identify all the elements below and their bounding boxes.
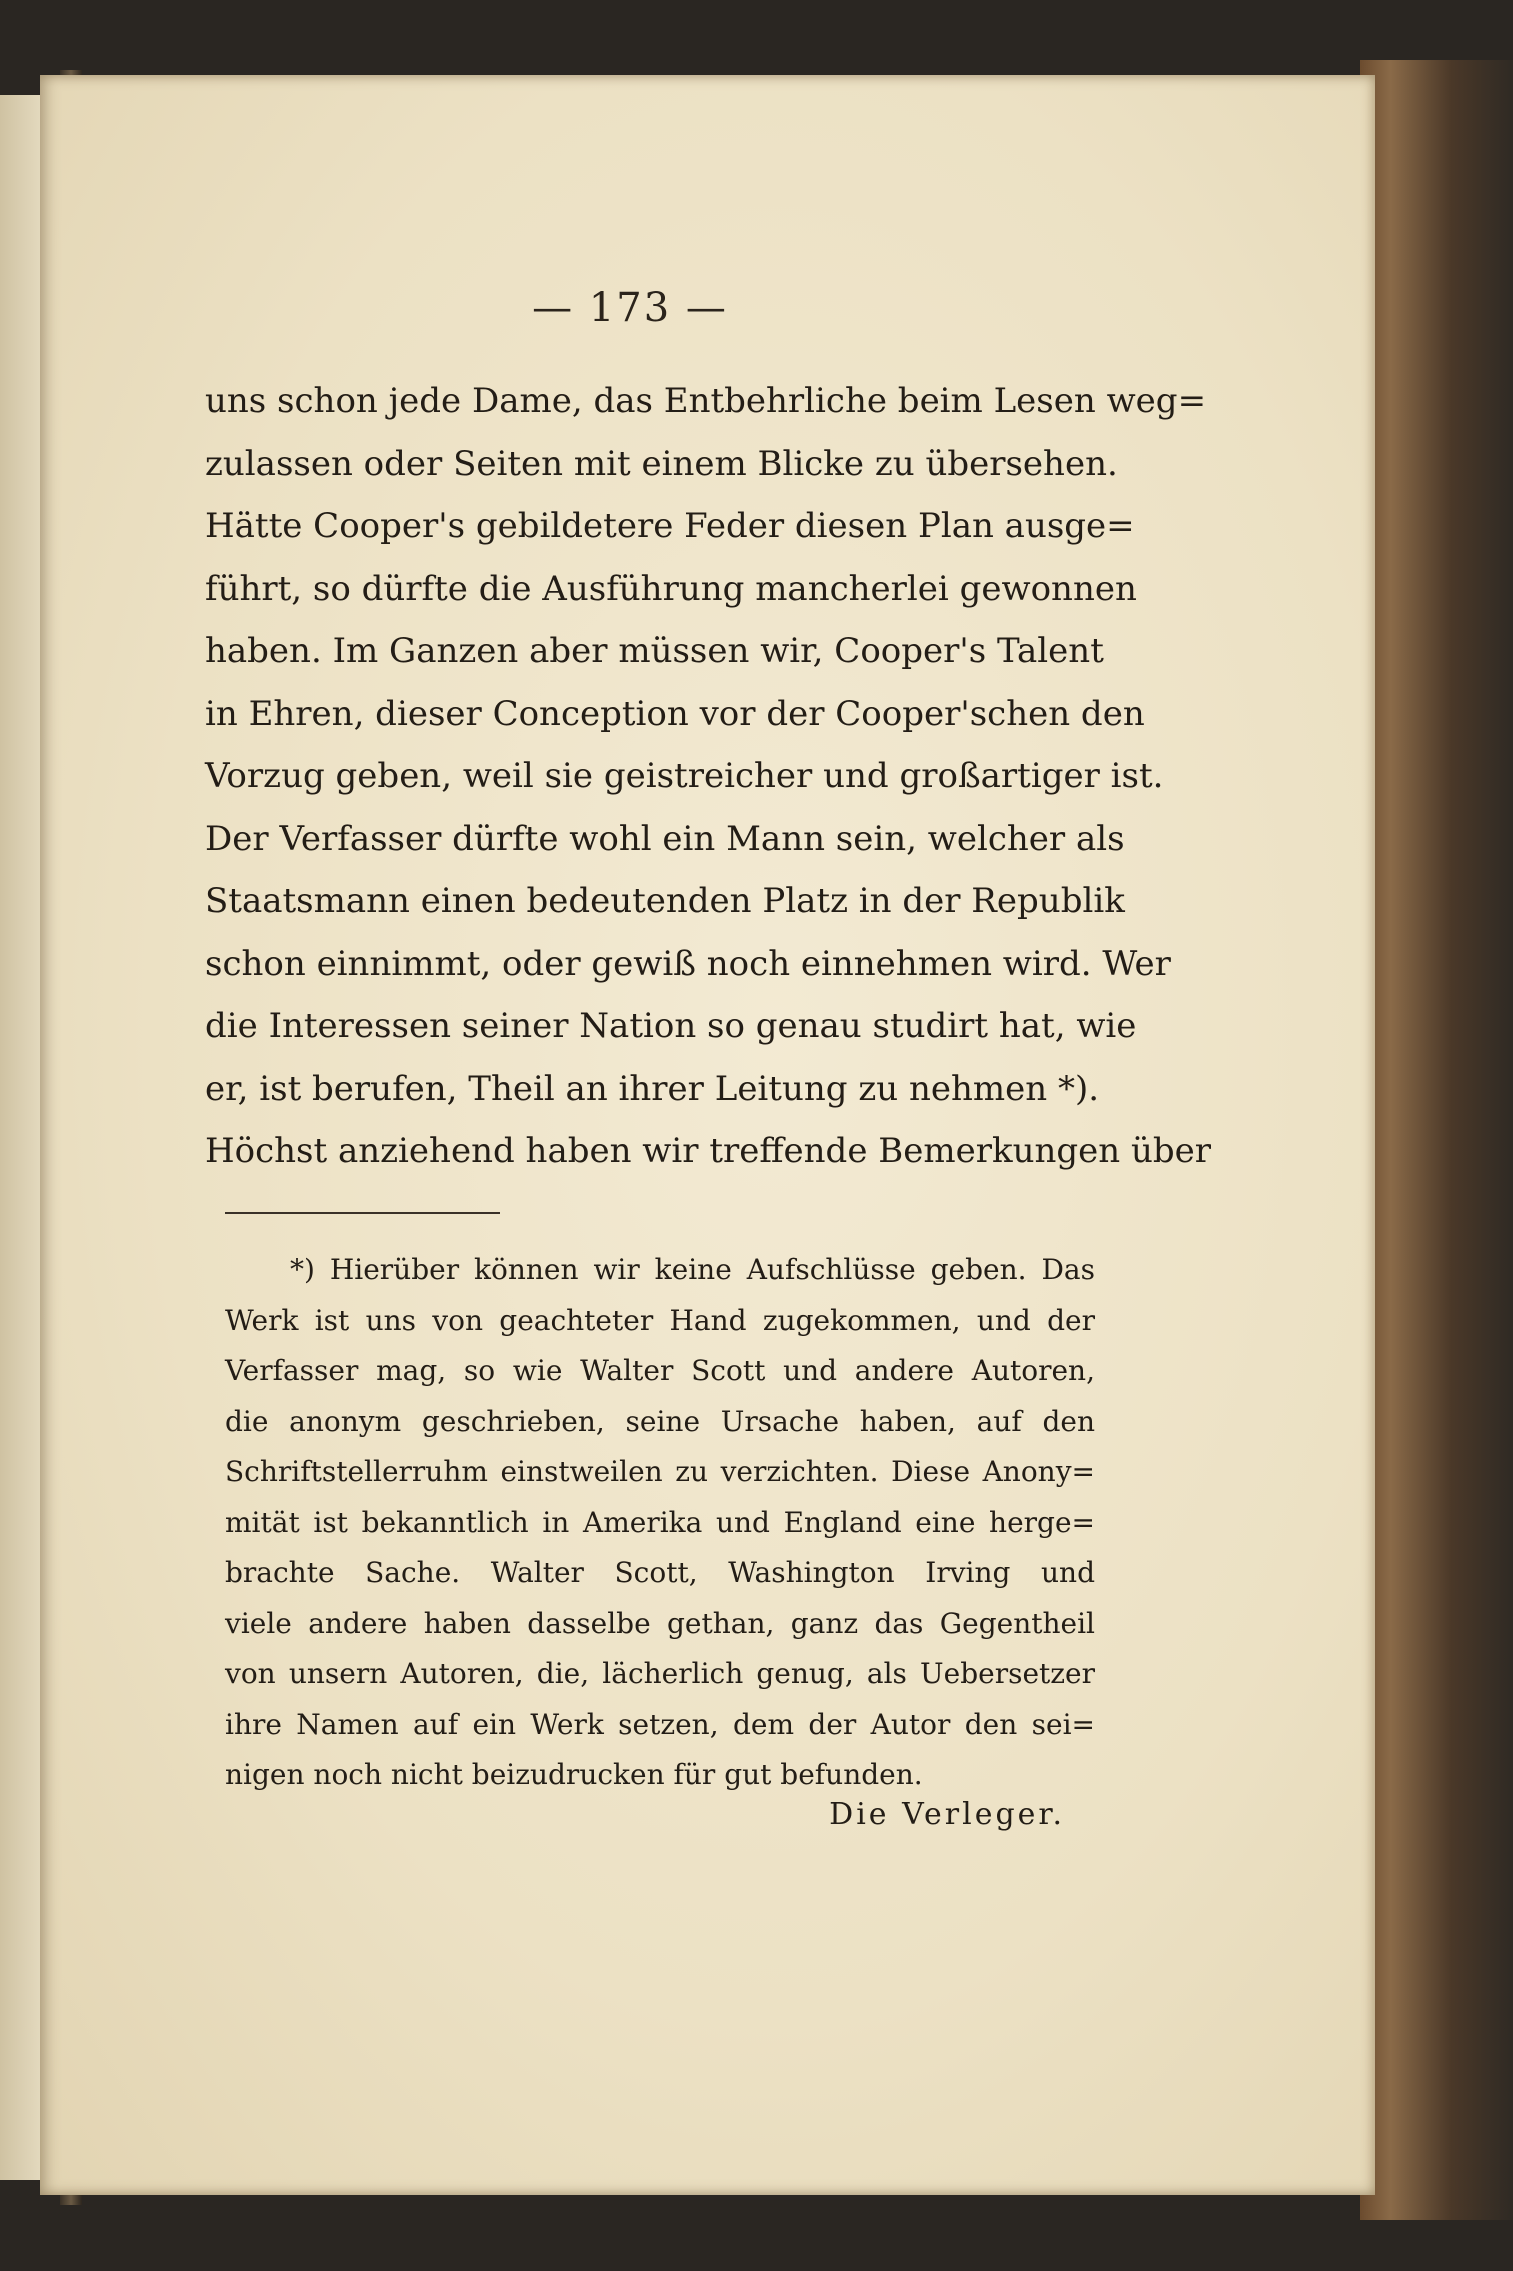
footnote-line: Werk ist uns von geachteter Hand zugekommen, und der: [225, 1303, 1095, 1337]
footnote-line: mität ist bekanntlich in Amerika und England eine herge=: [225, 1505, 1095, 1539]
text-line: Vorzug geben, weil sie geistreicher und großartiger ist.: [205, 756, 1164, 796]
footnote-line: die anonym geschrieben, seine Ursache haben, auf den: [225, 1404, 1095, 1438]
footnote-line: brachte Sache. Walter Scott, Washington Irving und: [225, 1556, 1095, 1589]
footnote-line: nigen noch nicht beizudrucken für gut befunden.: [225, 1758, 923, 1791]
text-line: Hätte Cooper's gebildetere Feder diesen Plan ausge=: [205, 506, 1135, 546]
page-number: — 173 —: [532, 285, 728, 331]
footnote-line: viele andere haben dasselbe gethan, ganz das Gegentheil: [225, 1606, 1095, 1640]
book-cover-edge: [1360, 60, 1513, 2220]
footnote-line: *) Hierüber können wir keine Aufschlüsse geben. Das: [290, 1253, 1095, 1286]
body-text: [205, 370, 1211, 1183]
footnote-line: Verfasser mag, so wie Walter Scott und andere Autoren,: [225, 1354, 1095, 1387]
text-line: zulassen oder Seiten mit einem Blicke zu übersehen.: [205, 443, 1118, 484]
text-line: haben. Im Ganzen aber müssen wir, Cooper's Talent: [205, 631, 1104, 671]
footnote-line: Schriftstellerruhm einstweilen zu verzichten. Diese Anony=: [225, 1455, 1095, 1488]
text-line: führt, so dürfte die Ausführung mancherlei gewonnen: [205, 568, 1137, 609]
text-line: er, ist berufen, Theil an ihrer Leitung zu nehmen *).: [205, 1068, 1100, 1109]
text-line: Der Verfasser dürfte wohl ein Mann sein, welcher als: [205, 818, 1125, 859]
footnote-line: ihre Namen auf ein Werk setzen, dem der Autor den sei=: [225, 1707, 1095, 1741]
footnote-rule: [225, 1212, 500, 1214]
footnote-line: von unsern Autoren, die, lächerlich genug, als Uebersetzer: [225, 1657, 1095, 1690]
text-line: uns schon jede Dame, das Entbehrliche beim Lesen weg=: [205, 381, 1207, 421]
text-line: in Ehren, dieser Conception vor der Cooper'schen den: [205, 693, 1145, 734]
text-line: die Interessen seiner Nation so genau studirt hat, wie: [205, 1006, 1137, 1046]
publisher-signature: Die Verleger.: [829, 1797, 1065, 1832]
text-line: Höchst anziehend haben wir treffende Bemerkungen über: [205, 1131, 1211, 1171]
text-line: schon einnimmt, oder gewiß noch einnehmen wird. Wer: [205, 943, 1171, 984]
text-line: Staatsmann einen bedeutenden Platz in der Republik: [205, 881, 1125, 921]
footnote: [225, 1245, 1095, 1801]
